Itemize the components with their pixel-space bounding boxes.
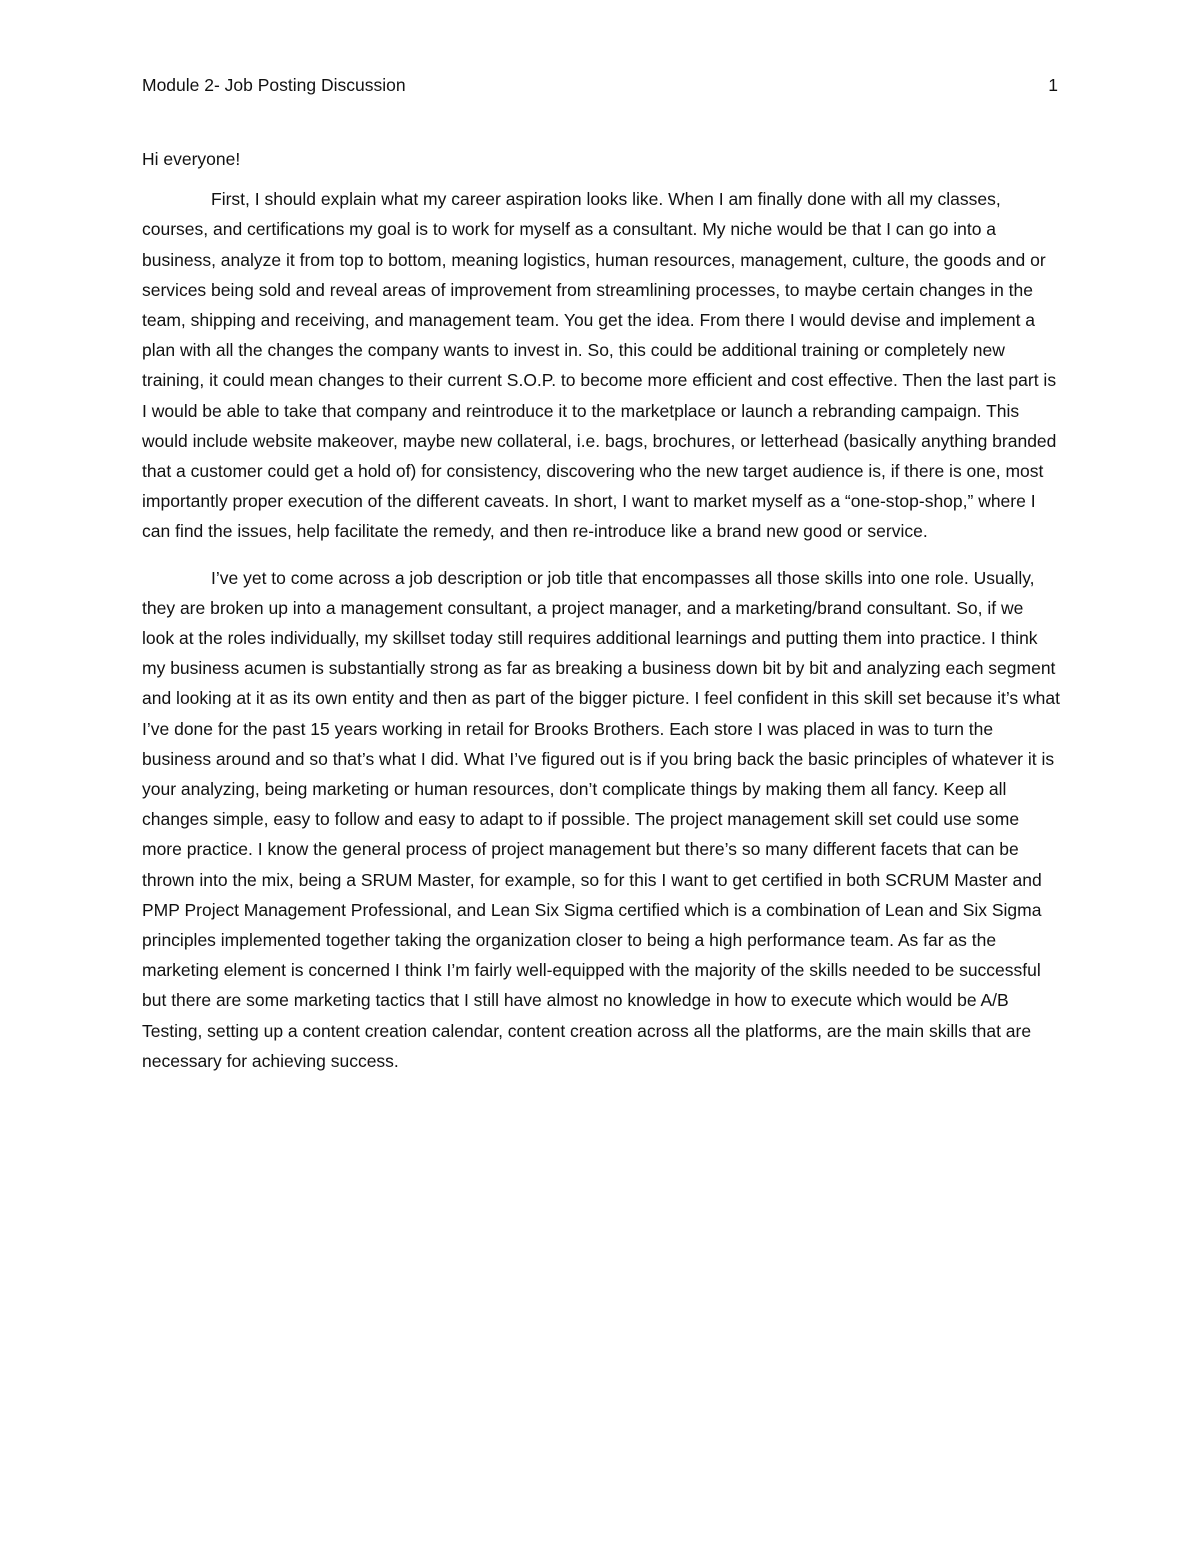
page-header [142,74,1058,96]
greeting: Hi everyone! [142,149,241,169]
page-number: 1 [1048,75,1058,95]
paragraph-career-aspiration: First, I should explain what my career aspiration looks like. When I am finally done with all my classes, courses, and certifications my goal is to work for myself as a consultant. My niche would be that I can go into a business, analyze it from top to bottom, meaning logistics, human resources, management, culture, the goods and or services being sold and reveal areas of improvement from streamlining processes, to maybe certain changes in the team, shipping and receiving, and management team. You get the idea. From there I would devise and implement a plan with all the changes the company wants to invest in. So, this could be additional training or completely new training, it could mean changes to their current S.O.P. to become more efficient and cost effective. Then the last part is I would be able to take that company and reintroduce it to the marketplace or launch a rebranding campaign. This would include website makeover, maybe new collateral, i.e. bags, brochures, or letterhead (basically anything branded that a customer could get a hold of) for consistency, discovering who the new target audience is, if there is one, most importantly proper execution of the different caveats. In short, I want to market myself as a “one-stop-shop,” where I can find the issues, help facilitate the remedy, and then re-introduce like a brand new good or service. [142,189,1057,542]
document-body [142,144,1060,1092]
header-title: Module 2- Job Posting Discussion [142,75,406,95]
paragraph-skills-assessment: I’ve yet to come across a job description or job title that encompasses all those skills into one role. Usually, they are broken up into a management consultant, a project manager, and a marketing/brand consultant. So, if we look at the roles individually, my skillset today still requires additional learnings and putting them into practice. I think my business acumen is substantially strong as far as breaking a business down bit by bit and analyzing each segment and looking at it as its own entity and then as part of the bigger picture. I feel confident in this skill set because it’s what I’ve done for the past 15 years working in retail for Brooks Brothers. Each store I was placed in was to turn the business around and so that’s what I did. What I’ve figured out is if you bring back the basic principles of whatever it is your analyzing, being marketing or human resources, don’t complicate things by making them all fancy. Keep all changes simple, easy to follow and easy to adapt to if possible. The project management skill set could use some more practice. I know the general process of project management but there’s so many different facets that can be thrown into the mix, being a SRUM Master, for example, so for this I want to get certified in both SCRUM Master and PMP Project Management Professional, and Lean Six Sigma certified which is a combination of Lean and Six Sigma principles implemented together taking the organization closer to being a high performance team. As far as the marketing element is concerned I think I’m fairly well-equipped with the majority of the skills needed to be successful but there are some marketing tactics that I still have almost no knowledge in how to execute which would be A/B Testing, setting up a content creation calendar, content creation across all the platforms, are the main skills that are necessary for achieving success. [142,567,1060,1071]
